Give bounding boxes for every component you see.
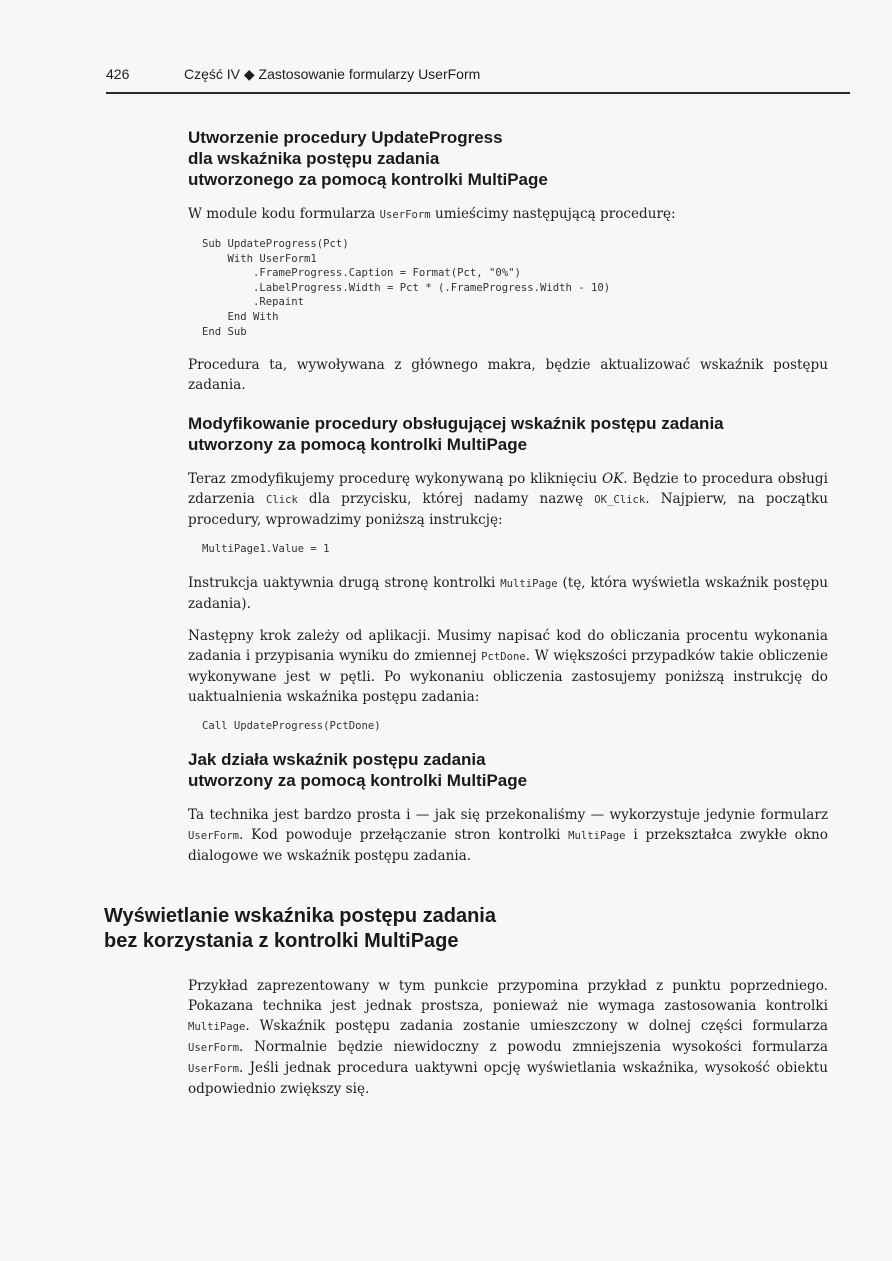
heading-line: Modyfikowanie procedury obsługującej wskaźnik postępu zadania bbox=[188, 414, 724, 434]
inline-code: UserForm bbox=[188, 1063, 240, 1076]
text-run: Instrukcja uaktywnia drugą stronę kontrolki bbox=[188, 574, 501, 591]
text-run: Przykład zaprezentowany w tym punkcie przypomina przykład z punktu poprzedniego. Pokazana technika jest jednak prostsza, ponieważ nie wymaga zastosowania kontrolki bbox=[188, 978, 828, 1015]
paragraph: Procedura ta, wywoływana z głównego makra, będzie aktualizować wskaźnik postępu zadania. bbox=[188, 357, 828, 394]
section-heading-modify-procedure bbox=[188, 413, 828, 455]
inline-code: MultiPage bbox=[568, 830, 626, 843]
inline-code: Click bbox=[265, 494, 298, 507]
page-header bbox=[106, 66, 850, 94]
inline-code: UserForm bbox=[188, 830, 240, 843]
running-head: Część IV ◆ Zastosowanie formularzy UserForm bbox=[184, 66, 481, 82]
paragraph bbox=[188, 573, 828, 614]
text-run: Ta technika jest bardzo prosta i — jak się przekonaliśmy — wykorzystuje jedynie formularz bbox=[188, 807, 828, 824]
inline-code: PctDone bbox=[481, 650, 526, 663]
code-block-call-update: Call UpdateProgress(PctDone) bbox=[202, 719, 381, 732]
heading-line: bez korzystania z kontrolki MultiPage bbox=[104, 930, 459, 953]
paragraph bbox=[188, 626, 828, 707]
section-heading-update-progress bbox=[188, 127, 828, 190]
text-run: i przekształca zwykłe okno dialogowe we wskaźnik postępu zadania. bbox=[188, 827, 828, 865]
paragraph bbox=[188, 469, 828, 530]
heading-line: Wyświetlanie wskaźnika postępu zadania bbox=[104, 905, 496, 928]
inline-code: UserForm bbox=[379, 209, 431, 221]
inline-code: UserForm bbox=[188, 1042, 240, 1055]
text-run: . Jeśli jednak procedura uaktywni opcję wyświetlania wskaźnika, wysokość obiektu odpowiednio zwiększy się. bbox=[188, 1060, 828, 1098]
text-run: . Będzie to procedura obsługi zdarzenia bbox=[188, 471, 828, 508]
text-run: Teraz zmodyfikujemy procedurę wykonywaną po kliknięciu bbox=[188, 471, 602, 488]
code-block-update-progress: Sub UpdateProgress(Pct) With UserForm1 .FrameProgress.Caption = Format(Pct, "0%") .LabelProgress.Width = Pct * (.FrameProgress.Width - 10) .Repaint End With End Sub bbox=[202, 238, 611, 338]
heading-line: utworzonego za pomocą kontrolki MultiPage bbox=[188, 170, 548, 189]
text-run: . W większości przypadków takie obliczenie wykonywane jest w pętli. Po wykonaniu obliczenia zastosujemy poniższą instrukcję do uaktualnienia wskaźnika postępu zadania: bbox=[188, 647, 828, 705]
emphasis: OK bbox=[601, 471, 624, 488]
page-content bbox=[104, 127, 829, 1111]
paragraph bbox=[188, 976, 828, 1099]
code-block-multipage-value: MultiPage1.Value = 1 bbox=[202, 543, 330, 556]
heading-line: utworzony za pomocą kontrolki MultiPage bbox=[188, 435, 528, 455]
heading-line: Utworzenie procedury UpdateProgress bbox=[188, 128, 503, 147]
inline-code: OK_Click bbox=[594, 494, 646, 507]
heading-line: dla wskaźnika postępu zadania bbox=[188, 149, 440, 168]
heading-line: utworzony za pomocą kontrolki MultiPage bbox=[188, 771, 528, 791]
paragraph bbox=[188, 204, 828, 225]
inline-code: MultiPage bbox=[500, 577, 558, 590]
text-run: . Normalnie będzie niewidoczny z powodu zmniejszenia wysokości formularza bbox=[239, 1039, 828, 1056]
section-heading-how-it-works bbox=[188, 749, 828, 791]
page-number: 426 bbox=[106, 66, 130, 82]
text-run: . Wskaźnik postępu zadania zostanie umieszczony w dolnej części formularza bbox=[245, 1018, 828, 1035]
text-run: (tę, która wyświetla wskaźnik postępu zadania). bbox=[188, 574, 828, 612]
paragraph bbox=[188, 805, 828, 866]
text-run: dla przycisku, której nadamy nazwę bbox=[297, 491, 595, 508]
heading-line: Jak działa wskaźnik postępu zadania bbox=[188, 750, 486, 770]
text-run: . Najpierw, na początku procedury, wprowadzimy poniższą instrukcję: bbox=[188, 491, 829, 529]
inline-code: MultiPage bbox=[188, 1021, 246, 1034]
text-run: umieścimy następującą procedurę: bbox=[430, 206, 676, 222]
text-run: Następny krok zależy od aplikacji. Musimy napisać kod do obliczania procentu wykonania zadania i przypisania wyniku do zmiennej bbox=[188, 627, 828, 664]
section-heading-without-multipage bbox=[104, 904, 828, 954]
text-run: W module kodu formularza bbox=[188, 206, 380, 222]
text-run: . Kod powoduje przełączanie stron kontrolki bbox=[239, 827, 569, 844]
